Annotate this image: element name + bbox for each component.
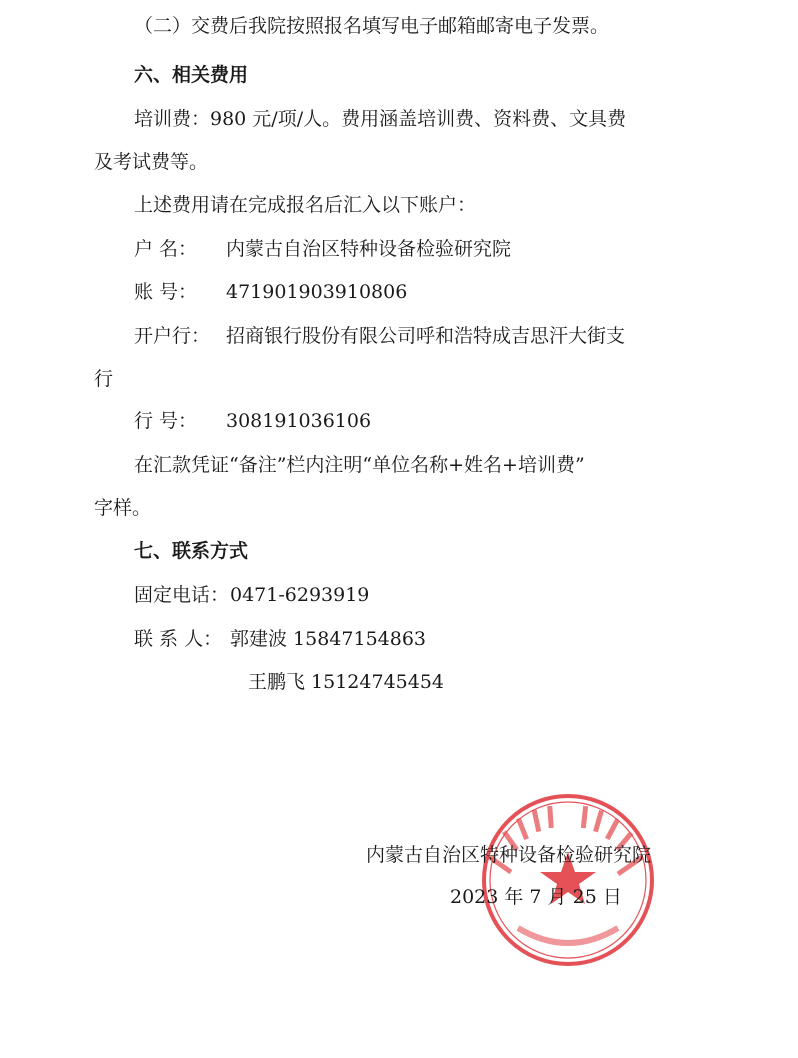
bank-line-2: 行 bbox=[94, 368, 114, 390]
remark-line-1: 在汇款凭证“备注”栏内注明“单位名称+姓名+培训费” bbox=[134, 454, 585, 476]
official-seal-icon bbox=[478, 790, 658, 970]
phone-row bbox=[134, 582, 744, 608]
bank-no-row bbox=[134, 408, 744, 434]
invoice-line: （二）交费后我院按照报名填写电子邮箱邮寄电子发票。 bbox=[134, 15, 610, 37]
bank-no-value: 308191036106 bbox=[226, 410, 372, 432]
account-name-row bbox=[134, 236, 744, 262]
contact-2: 王鹏飞 15124745454 bbox=[248, 671, 445, 693]
bank-value: 招商银行股份有限公司呼和浩特成吉思汗大街支 bbox=[226, 325, 626, 347]
contact-label: 联 系 人： bbox=[134, 628, 223, 650]
signer-name: 内蒙古自治区特种设备检验研究院 bbox=[366, 844, 652, 866]
account-no-value: 471901903910806 bbox=[226, 281, 408, 303]
section-six-title: 六、相关费用 bbox=[134, 64, 249, 86]
contact-row bbox=[134, 626, 744, 652]
remark-line-2: 字样。 bbox=[94, 497, 152, 519]
sign-date: 2023 年 7 月 25 日 bbox=[450, 886, 622, 908]
fee-line-1: 培训费：980 元/项/人。费用涵盖培训费、资料费、文具费 bbox=[134, 108, 627, 130]
bank-row bbox=[134, 323, 744, 349]
remit-intro: 上述费用请在完成报名后汇入以下账户： bbox=[134, 194, 477, 216]
phone-value: 0471-6293919 bbox=[230, 584, 370, 606]
account-name-label: 户 名： bbox=[134, 238, 198, 260]
fee-line-2: 及考试费等。 bbox=[94, 151, 209, 173]
phone-label: 固定电话： bbox=[134, 584, 230, 606]
account-no-label: 账 号： bbox=[134, 281, 198, 303]
contact-1: 郭建波 15847154863 bbox=[230, 628, 427, 650]
account-name-value: 内蒙古自治区特种设备检验研究院 bbox=[226, 238, 512, 260]
bank-no-label: 行 号： bbox=[134, 410, 198, 432]
section-seven-title: 七、联系方式 bbox=[134, 540, 249, 562]
account-no-row bbox=[134, 279, 744, 305]
bank-label: 开户行： bbox=[134, 325, 211, 347]
